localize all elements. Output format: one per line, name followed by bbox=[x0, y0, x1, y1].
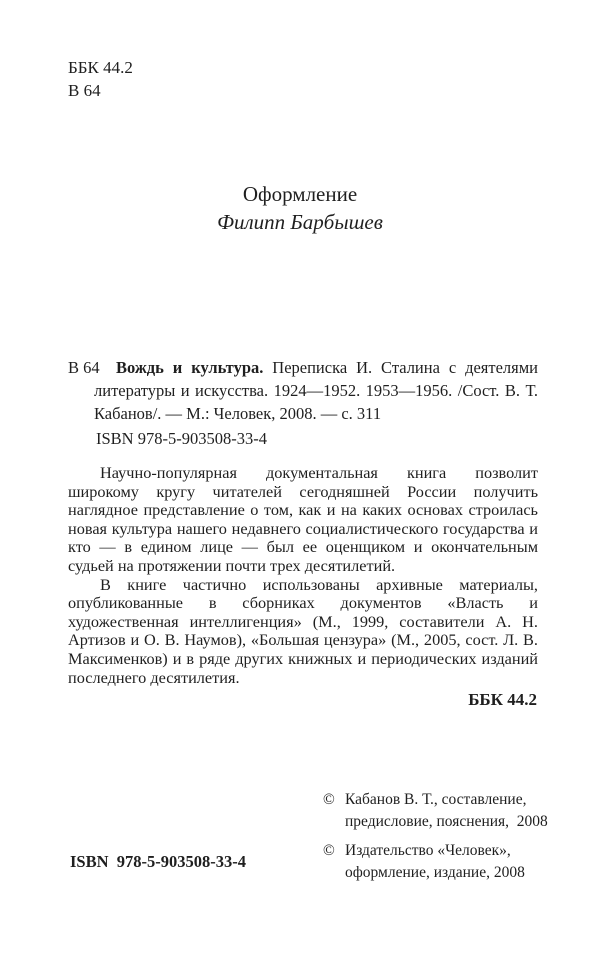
catalog-entry-text bbox=[94, 356, 538, 425]
bbk-classification-block bbox=[68, 56, 133, 102]
copyright-publisher bbox=[323, 840, 548, 884]
isbn-footer: ISBN 978-5-903508-33-4 bbox=[70, 852, 246, 871]
copyright-symbol: © bbox=[323, 842, 335, 859]
copyright-symbol: © bbox=[323, 791, 335, 808]
author-sign: В 64 bbox=[68, 81, 101, 100]
copyright-compiler-line2: предисловие, пояснения, 2008 bbox=[345, 813, 548, 830]
isbn-number: ISBN 978-5-903508-33-4 bbox=[96, 429, 267, 448]
annotation-paragraph-1: Научно-популярная документальная книга позволит широкому кругу читателей сегодняшней России получить наглядное представление о том, как и на каких основах строилась новая культура нашего недавнего социалистического государства и кто — в едином лице — был ее оценщиком и окончательным судьей на протяжении почти трех десятилетий. bbox=[68, 463, 538, 575]
design-role-label: Оформление bbox=[242, 182, 358, 206]
copyright-block bbox=[323, 789, 548, 891]
copyright-compiler-line1: Кабанов В. Т., составление, bbox=[345, 791, 527, 808]
copyright-publisher-line2: оформление, издание, 2008 bbox=[345, 864, 525, 881]
catalog-entry-description: Переписка И. Сталина с деятелями литературы и искусства. 1924—1952. 1953—1956. /Сост. В. Т. Кабанов/. — М.: Человек, 2008. — с. 311 bbox=[94, 358, 539, 423]
annotation-block bbox=[68, 464, 538, 687]
design-credit-block bbox=[0, 180, 600, 236]
bbk-code-bottom: ББК 44.2 bbox=[468, 690, 537, 709]
catalog-entry bbox=[68, 356, 538, 425]
annotation-paragraph-2: В книге частично использованы архивные материалы, опубликованные в сборниках документов «Власть и художественная интеллигенция» (М., 1999, составители А. Н. Артизов и О. В. Наумов), «Большая цензура» (М., 2005, сост. Л. В. Максименков) и в ряде других книжных и периодических изданий последнего десятилетия. bbox=[68, 574, 538, 687]
book-title: Вождь и культура. bbox=[116, 358, 264, 377]
designer-name: Филипп Барбышев bbox=[217, 210, 383, 234]
catalog-entry-code: В 64 bbox=[68, 358, 100, 377]
bbk-code-top: ББК 44.2 bbox=[68, 58, 133, 77]
copyright-publisher-line1: Издательство «Человек», bbox=[345, 842, 511, 859]
copyright-compiler bbox=[323, 789, 548, 833]
